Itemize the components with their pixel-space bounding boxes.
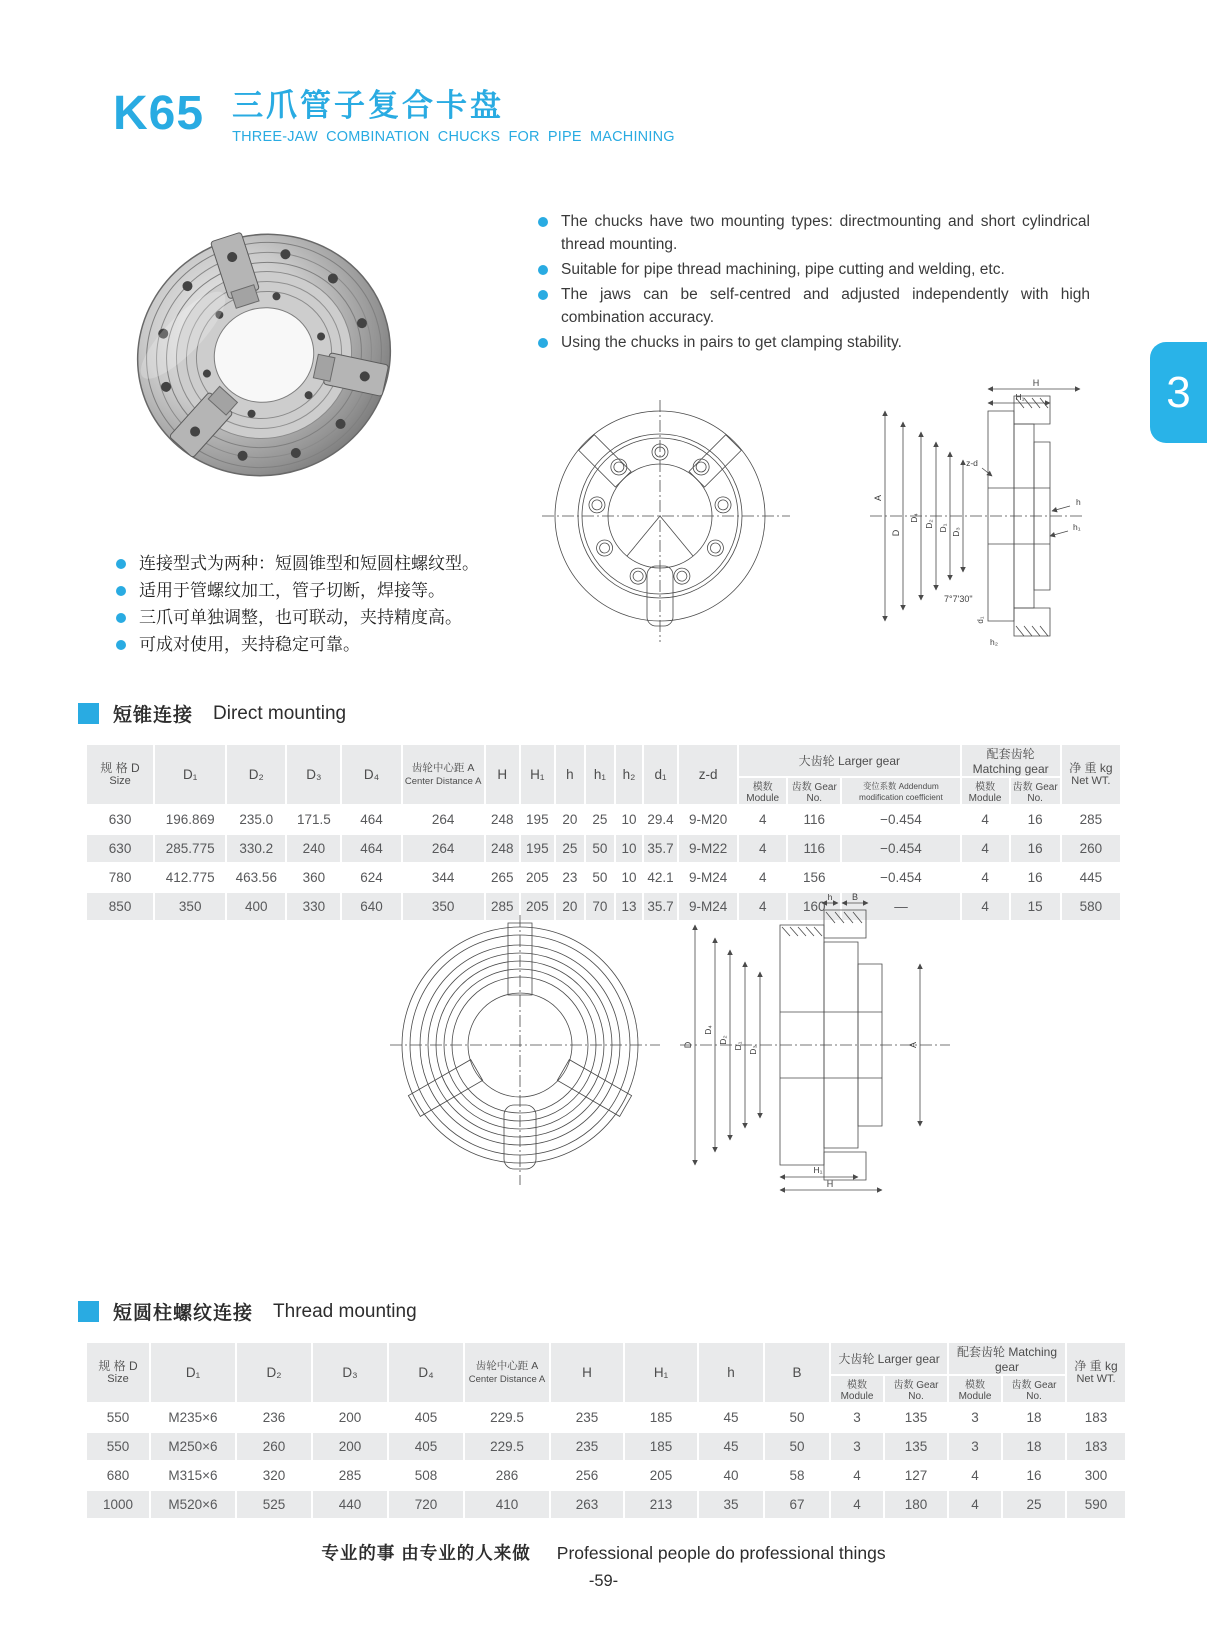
cell: 4 (831, 1462, 883, 1489)
section-view (680, 892, 950, 1190)
page-header (113, 87, 675, 145)
cell: 171.5 (287, 806, 340, 833)
bullet-icon (538, 290, 548, 300)
cell: 40 (699, 1462, 763, 1489)
cell: 405 (389, 1433, 463, 1460)
cell: 400 (227, 893, 285, 920)
cell: 4 (739, 864, 786, 891)
cell: 9-M24 (679, 864, 737, 891)
cell: 580 (1062, 893, 1120, 920)
section-marker-icon (78, 1301, 99, 1322)
dim-label-H1: H₁ (1015, 392, 1025, 402)
cell: 4 (962, 864, 1009, 891)
cell: 29.4 (644, 806, 677, 833)
col-header-H1: H₁ (521, 745, 554, 804)
dim-label-D1: D₁ (733, 1041, 743, 1051)
col-header-H1: H₁ (625, 1343, 697, 1402)
title-english: THREE-JAW COMBINATION CHUCKS FOR PIPE MACHINING (232, 128, 675, 145)
cell: 330 (287, 893, 340, 920)
cell: 25 (586, 806, 614, 833)
cell: 260 (237, 1433, 311, 1460)
front-view (390, 915, 660, 1185)
cell: −0.454 (842, 864, 959, 891)
cell: 35 (699, 1491, 763, 1518)
cell: 16 (1011, 835, 1060, 862)
cell: 18 (1003, 1433, 1065, 1460)
bullet-icon (538, 338, 548, 348)
section-heading-direct: 短锥连接 Direct mounting (78, 700, 346, 727)
cell: 4 (831, 1491, 883, 1518)
title-chinese: 三爪管子复合卡盘 (232, 88, 505, 123)
cell: 360 (287, 864, 340, 891)
table-row (87, 864, 1120, 891)
cell: 248 (486, 806, 519, 833)
dim-label-A: A (908, 1041, 918, 1049)
model-code: K65 (113, 87, 205, 140)
cell: 196.869 (155, 806, 225, 833)
list-item: Suitable for pipe thread machining, pipe cutting and welding, etc. (538, 258, 1090, 281)
cell: 42.1 (644, 864, 677, 891)
cell: 229.5 (465, 1404, 549, 1431)
cell: 23 (556, 864, 584, 891)
col-header-net-weight: 净 重 kg Net WT. (1067, 1343, 1125, 1402)
col-header-h2: h₂ (616, 745, 642, 804)
cell: 464 (342, 806, 400, 833)
cell: 248 (486, 835, 519, 862)
section-marker-icon (78, 703, 99, 724)
cell: 236 (237, 1404, 311, 1431)
thread-mounting-table (85, 1341, 1127, 1520)
cell: 4 (962, 806, 1009, 833)
list-item: Using the chucks in pairs to get clamping stability. (538, 331, 1090, 354)
cell: — (842, 893, 959, 920)
col-header-coefficient: 变位系数 Addendum modification coefficient (842, 778, 959, 804)
cell: 1000 (87, 1491, 149, 1518)
col-header-d3: D₃ (287, 745, 340, 804)
dim-label-H: H (826, 1179, 834, 1189)
table-row (87, 1404, 1125, 1431)
cell: 640 (342, 893, 400, 920)
dim-label-D: D (683, 1041, 693, 1049)
cell: 58 (765, 1462, 829, 1489)
product-photo (122, 208, 407, 498)
dim-label-zd: z-d (966, 458, 978, 468)
cell: 213 (625, 1491, 697, 1518)
cell: 4 (739, 806, 786, 833)
cell: 265 (486, 864, 519, 891)
bullet-icon (116, 640, 126, 650)
list-item: 三爪可单独调整，也可联动，夹持精度高。 (116, 604, 556, 631)
col-header-gearno: 齿数 Gear No. (1003, 1376, 1065, 1402)
cell: 50 (765, 1404, 829, 1431)
cell: 183 (1067, 1433, 1125, 1460)
dim-label-angle: 7°7'30" (944, 594, 973, 604)
cell: 263 (551, 1491, 623, 1518)
cell: 680 (87, 1462, 149, 1489)
bullet-icon (538, 265, 548, 275)
cell: 4 (962, 835, 1009, 862)
cell: 9-M20 (679, 806, 737, 833)
col-header-d1: D₁ (151, 1343, 235, 1402)
cell: 185 (625, 1433, 697, 1460)
cell: 4 (739, 835, 786, 862)
cell: 256 (551, 1462, 623, 1489)
table-row (87, 835, 1120, 862)
cell: 67 (765, 1491, 829, 1518)
cell: 35.7 (644, 893, 677, 920)
bullet-icon (116, 613, 126, 623)
dim-label-D2: D₂ (718, 1035, 728, 1045)
col-header-module: 模数 Module (831, 1376, 883, 1402)
title-block (232, 90, 675, 145)
cell: 550 (87, 1433, 149, 1460)
cell: 50 (586, 864, 614, 891)
cell: 300 (1067, 1462, 1125, 1489)
cell: 135 (885, 1404, 947, 1431)
col-header-B: B (765, 1343, 829, 1402)
cell: 45 (699, 1404, 763, 1431)
table-row (87, 806, 1120, 833)
cell: 3 (949, 1433, 1001, 1460)
cell: 285 (1062, 806, 1120, 833)
cell: 18 (1003, 1404, 1065, 1431)
cell: 156 (788, 864, 840, 891)
footer-slogan: 专业的事 由专业的人来做 Professional people do professional things (321, 1543, 886, 1563)
cell: 180 (885, 1491, 947, 1518)
col-header-d4: D₄ (342, 745, 400, 804)
cell: 4 (949, 1491, 1001, 1518)
bullet-icon (116, 586, 126, 596)
col-header-module: 模数 Module (949, 1376, 1001, 1402)
bullet-icon (116, 559, 126, 569)
cell: 183 (1067, 1404, 1125, 1431)
col-header-d2: D₂ (237, 1343, 311, 1402)
cell: 9-M24 (679, 893, 737, 920)
cell: 205 (521, 864, 554, 891)
dim-label-h1: h₁ (1073, 522, 1081, 532)
cell: 240 (287, 835, 340, 862)
cell: 285 (486, 893, 519, 920)
cell: 205 (521, 893, 554, 920)
group-header-larger-gear: 大齿轮 Larger gear (831, 1343, 947, 1374)
cell: 10 (616, 806, 642, 833)
dim-label-h: h (827, 892, 833, 902)
cell: 200 (313, 1404, 387, 1431)
dim-label-B: B (851, 892, 859, 902)
group-header-matching-gear: 配套齿轮 Matching gear (949, 1343, 1065, 1374)
cell: 50 (586, 835, 614, 862)
cell: 285.775 (155, 835, 225, 862)
section-view (870, 378, 1085, 647)
group-header-larger-gear: 大齿轮 Larger gear (739, 745, 959, 776)
col-header-h1: h₁ (586, 745, 614, 804)
cell: 410 (465, 1491, 549, 1518)
col-header-gearno: 齿数 Gear No. (788, 778, 840, 804)
cell: 35.7 (644, 835, 677, 862)
cell: 25 (556, 835, 584, 862)
cell: 200 (313, 1433, 387, 1460)
cell: 412.775 (155, 864, 225, 891)
table-row (87, 1433, 1125, 1460)
col-header-d4: D₄ (389, 1343, 463, 1402)
col-header-H: H (486, 745, 519, 804)
cell: 405 (389, 1404, 463, 1431)
cell: 508 (389, 1462, 463, 1489)
cell: 463.56 (227, 864, 285, 891)
cell: 20 (556, 806, 584, 833)
cell: 205 (625, 1462, 697, 1489)
dim-label-D: D (891, 529, 901, 537)
page-number: -59- (588, 1572, 619, 1590)
dim-label-D4: D₄ (703, 1025, 713, 1035)
cell: 285 (313, 1462, 387, 1489)
col-header-module: 模数 Module (962, 778, 1009, 804)
cell: 50 (765, 1433, 829, 1460)
thread-mounting-drawing (390, 890, 955, 1198)
cell: 330.2 (227, 835, 285, 862)
cell: 235.0 (227, 806, 285, 833)
col-header-d2: D₂ (227, 745, 285, 804)
cell: 15 (1011, 893, 1060, 920)
cell: M315×6 (151, 1462, 235, 1489)
cell: 70 (586, 893, 614, 920)
cell: 630 (87, 806, 153, 833)
cell: −0.454 (842, 806, 959, 833)
list-item: The chucks have two mounting types: directmounting and short cylindrical thread mounting. (538, 210, 1090, 256)
cell: M235×6 (151, 1404, 235, 1431)
cell: M250×6 (151, 1433, 235, 1460)
cell: 720 (389, 1491, 463, 1518)
dim-label-D4: D₄ (909, 513, 919, 523)
cell: 780 (87, 864, 153, 891)
cell: 16 (1003, 1462, 1065, 1489)
cell: 9-M22 (679, 835, 737, 862)
col-header-zd: z-d (679, 745, 737, 804)
features-chinese (116, 550, 556, 658)
section-heading-thread: 短圆柱螺纹连接 Thread mounting (78, 1298, 417, 1325)
dim-label-D2: D₂ (924, 519, 934, 529)
cell: 25 (1003, 1491, 1065, 1518)
cell: −0.454 (842, 835, 959, 862)
col-header-d3: D₃ (313, 1343, 387, 1402)
col-header-size: 规 格 D Size (87, 745, 153, 804)
dim-label-H: H (1032, 378, 1040, 388)
col-header-h: h (699, 1343, 763, 1402)
cell: 350 (155, 893, 225, 920)
cell: 630 (87, 835, 153, 862)
cell: 4 (739, 893, 786, 920)
cell: 195 (521, 835, 554, 862)
cell: 10 (616, 835, 642, 862)
col-header-h: h (556, 745, 584, 804)
bullet-icon (538, 217, 548, 227)
col-header-d1: D₁ (155, 745, 225, 804)
cell: 195 (521, 806, 554, 833)
cell: 229.5 (465, 1433, 549, 1460)
cell: 10 (616, 864, 642, 891)
table-row (87, 1462, 1125, 1489)
cell: 135 (885, 1433, 947, 1460)
col-header-gearno: 齿数 Gear No. (1011, 778, 1060, 804)
col-header-module: 模数 Module (739, 778, 786, 804)
front-view (542, 400, 790, 642)
cell: 16 (1011, 806, 1060, 833)
cell: 850 (87, 893, 153, 920)
col-header-d1-small: d₁ (644, 745, 677, 804)
cell: 3 (831, 1433, 883, 1460)
dim-label-d1: d₁ (976, 616, 985, 624)
cell: 116 (788, 806, 840, 833)
cell: 264 (403, 835, 484, 862)
col-header-center-distance: 齿轮中心距 A Center Distance A (403, 745, 484, 804)
cell: 550 (87, 1404, 149, 1431)
chapter-tab[interactable] (1150, 342, 1207, 443)
dim-label-H1: H₁ (813, 1165, 823, 1175)
chapter-number: 3 (1166, 367, 1191, 417)
list-item: 连接型式为两种：短圆锥型和短圆柱螺纹型。 (116, 550, 556, 577)
list-item: 适用于管螺纹加工，管子切断，焊接等。 (116, 577, 556, 604)
dim-label-D3: D₃ (748, 1045, 758, 1055)
col-header-center-distance: 齿轮中心距 A Center Distance A (465, 1343, 549, 1402)
cell: 350 (403, 893, 484, 920)
cell: 235 (551, 1433, 623, 1460)
cell: 3 (831, 1404, 883, 1431)
group-header-matching-gear: 配套齿轮 Matching gear (962, 745, 1060, 776)
dim-label-A: A (873, 494, 883, 502)
col-header-H: H (551, 1343, 623, 1402)
cell: 235 (551, 1404, 623, 1431)
cell: 624 (342, 864, 400, 891)
dim-label-h: h (1076, 497, 1081, 507)
dim-label-D1: D₁ (938, 523, 948, 533)
cell: 4 (949, 1462, 1001, 1489)
features-english (538, 210, 1090, 356)
cell: 464 (342, 835, 400, 862)
dim-label-h2: h₂ (990, 637, 999, 647)
cell: 20 (556, 893, 584, 920)
cell: 3 (949, 1404, 1001, 1431)
cell: 590 (1067, 1491, 1125, 1518)
cell: 264 (403, 806, 484, 833)
cell: 45 (699, 1433, 763, 1460)
col-header-net-weight: 净 重 kg Net WT. (1062, 745, 1120, 804)
cell: 185 (625, 1404, 697, 1431)
cell: 525 (237, 1491, 311, 1518)
list-item: 可成对使用，夹持稳定可靠。 (116, 631, 556, 658)
cell: 286 (465, 1462, 549, 1489)
cell: 260 (1062, 835, 1120, 862)
cell: 160 (788, 893, 840, 920)
col-header-size: 规 格 D Size (87, 1343, 149, 1402)
cell: 4 (962, 893, 1009, 920)
list-item: The jaws can be self-centred and adjusted independently with high combination accuracy. (538, 283, 1090, 329)
cell: 16 (1011, 864, 1060, 891)
cell: 344 (403, 864, 484, 891)
cell: 116 (788, 835, 840, 862)
cell: M520×6 (151, 1491, 235, 1518)
dim-label-D3: D₃ (951, 527, 961, 537)
cell: 13 (616, 893, 642, 920)
cell: 320 (237, 1462, 311, 1489)
direct-mounting-drawing (540, 378, 1085, 648)
cell: 440 (313, 1491, 387, 1518)
table-row (87, 1491, 1125, 1518)
cell: 127 (885, 1462, 947, 1489)
cell: 445 (1062, 864, 1120, 891)
col-header-gearno: 齿数 Gear No. (885, 1376, 947, 1402)
